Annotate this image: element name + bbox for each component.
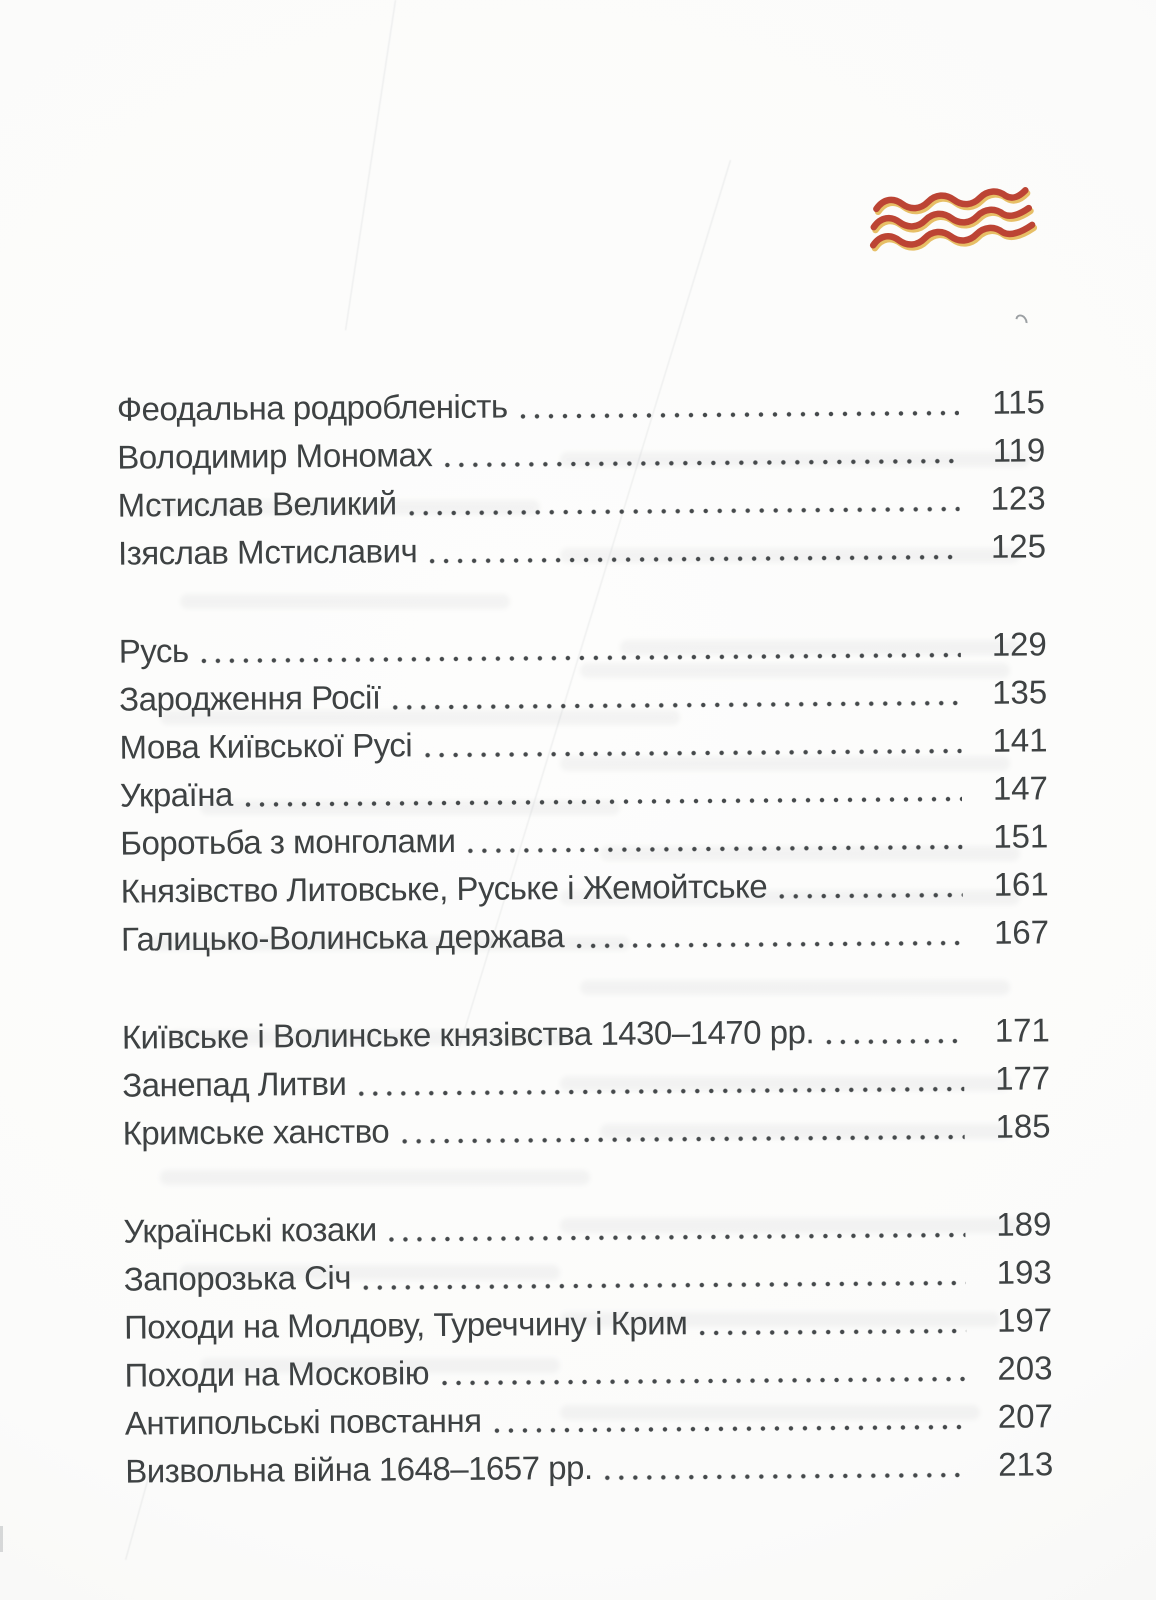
dot-leader bbox=[424, 748, 961, 758]
toc-entry-title: Запорозька Січ bbox=[123, 1258, 352, 1298]
toc-entry bbox=[124, 1344, 1052, 1399]
toc-entry-page-number: 185 bbox=[995, 1107, 1051, 1145]
toc-entry-title: Походи на Молдову, Туреччину і Крим bbox=[123, 1304, 688, 1346]
toc-entry bbox=[117, 474, 1045, 529]
toc-entry bbox=[117, 378, 1045, 433]
dot-leader bbox=[468, 844, 963, 854]
toc-entry-title: Антипольські повстання bbox=[124, 1401, 482, 1442]
toc-entry-title: Походи на Московію bbox=[124, 1354, 430, 1394]
toc-entry bbox=[120, 812, 1048, 867]
toc-entry bbox=[122, 1006, 1050, 1061]
toc-entry-page-number: 125 bbox=[990, 527, 1047, 565]
toc-entry bbox=[117, 426, 1045, 481]
dot-leader bbox=[441, 1376, 966, 1386]
toc-entry-page-number: 171 bbox=[994, 1011, 1050, 1049]
dot-leader bbox=[826, 1038, 964, 1045]
toc-entry bbox=[125, 1440, 1053, 1495]
toc-entry-title: Україна bbox=[119, 775, 233, 814]
toc-entry-page-number: 197 bbox=[996, 1301, 1053, 1339]
dot-leader bbox=[779, 892, 963, 899]
toc-entry bbox=[123, 1200, 1051, 1255]
dot-leader bbox=[699, 1328, 966, 1336]
wave-icon-svg bbox=[865, 183, 1039, 258]
dot-leader bbox=[605, 1472, 968, 1481]
toc-entry bbox=[122, 1102, 1050, 1157]
toc-entry-title: Галицько-Волинська держава bbox=[120, 917, 565, 958]
toc-entry-title: Кримське ханство bbox=[122, 1112, 390, 1152]
toc-entry bbox=[122, 1054, 1050, 1109]
toc-group bbox=[123, 1200, 1053, 1495]
toc-entry-title: Русь bbox=[118, 632, 189, 670]
toc-entry bbox=[119, 716, 1047, 771]
toc-entry-title: Боротьба з монголами bbox=[120, 821, 456, 862]
toc-entry-title: Мова Київської Русі bbox=[119, 726, 413, 766]
toc-entry-title: Князівство Литовське, Руське і Жемойтське bbox=[120, 867, 768, 910]
dot-leader bbox=[409, 506, 960, 516]
toc-entry bbox=[121, 860, 1049, 915]
toc-entry-title: Володимир Мономах bbox=[117, 436, 433, 476]
toc-entry bbox=[120, 764, 1048, 819]
page-edge-mark bbox=[0, 1526, 3, 1552]
toc-entry-page-number: 177 bbox=[994, 1059, 1051, 1097]
toc-entry-page-number: 193 bbox=[996, 1253, 1052, 1291]
toc-entry-page-number: 161 bbox=[993, 865, 1049, 903]
toc-group bbox=[117, 378, 1046, 577]
toc-entry bbox=[121, 908, 1049, 963]
toc-entry-page-number: 141 bbox=[992, 721, 1048, 759]
toc-entry-title: Феодальна родробленість bbox=[116, 387, 508, 428]
toc-entry bbox=[119, 668, 1047, 723]
toc-entry-title: Зародження Росії bbox=[119, 678, 381, 718]
triple-wave-icon bbox=[865, 183, 1039, 258]
dot-leader bbox=[520, 410, 959, 419]
toc-entry-page-number: 207 bbox=[997, 1397, 1053, 1435]
dot-leader bbox=[393, 700, 962, 710]
toc-entry bbox=[125, 1392, 1053, 1447]
toc-entry-page-number: 129 bbox=[991, 625, 1047, 663]
dot-leader bbox=[576, 940, 963, 949]
toc-entry-page-number: 115 bbox=[992, 383, 1046, 421]
dot-leader bbox=[444, 458, 959, 468]
toc-entry-page-number: 213 bbox=[998, 1445, 1054, 1483]
toc-entry-title: Визвольна війна 1648–1657 рр. bbox=[125, 1448, 593, 1490]
toc-entry-page-number: 151 bbox=[993, 817, 1049, 855]
toc-entry-page-number: 123 bbox=[990, 479, 1046, 517]
toc-entry-page-number: 167 bbox=[993, 913, 1050, 951]
toc-entry bbox=[118, 522, 1046, 577]
dot-leader bbox=[401, 1134, 964, 1144]
toc-entry bbox=[124, 1296, 1052, 1351]
dot-leader bbox=[389, 1232, 966, 1243]
toc-entry-title: Мстислав Великий bbox=[117, 484, 397, 524]
toc-group bbox=[122, 1006, 1051, 1157]
toc-entry-title: Київське і Волинське князівства 1430–1470 рр. bbox=[121, 1013, 815, 1056]
toc-entry-page-number: 147 bbox=[992, 769, 1049, 807]
dot-leader bbox=[245, 796, 962, 808]
toc-entry-page-number: 135 bbox=[991, 673, 1048, 711]
dot-leader bbox=[494, 1424, 967, 1434]
toc-entry-page-number: 119 bbox=[992, 431, 1046, 469]
toc-entry bbox=[119, 620, 1047, 675]
dot-leader bbox=[201, 652, 961, 664]
toc-entry bbox=[124, 1248, 1052, 1303]
toc-entry-title: Ізяслав Мстиславич bbox=[117, 532, 418, 572]
toc-entry-page-number: 189 bbox=[996, 1205, 1052, 1243]
toc-group bbox=[119, 620, 1050, 963]
dot-leader bbox=[429, 554, 960, 564]
toc-entry-title: Українські козаки bbox=[123, 1210, 377, 1250]
dot-leader bbox=[363, 1280, 966, 1291]
table-of-contents bbox=[117, 378, 1054, 1545]
dot-leader bbox=[358, 1086, 964, 1097]
toc-entry-title: Занепад Литви bbox=[122, 1064, 347, 1104]
toc-entry-page-number: 203 bbox=[997, 1349, 1053, 1387]
